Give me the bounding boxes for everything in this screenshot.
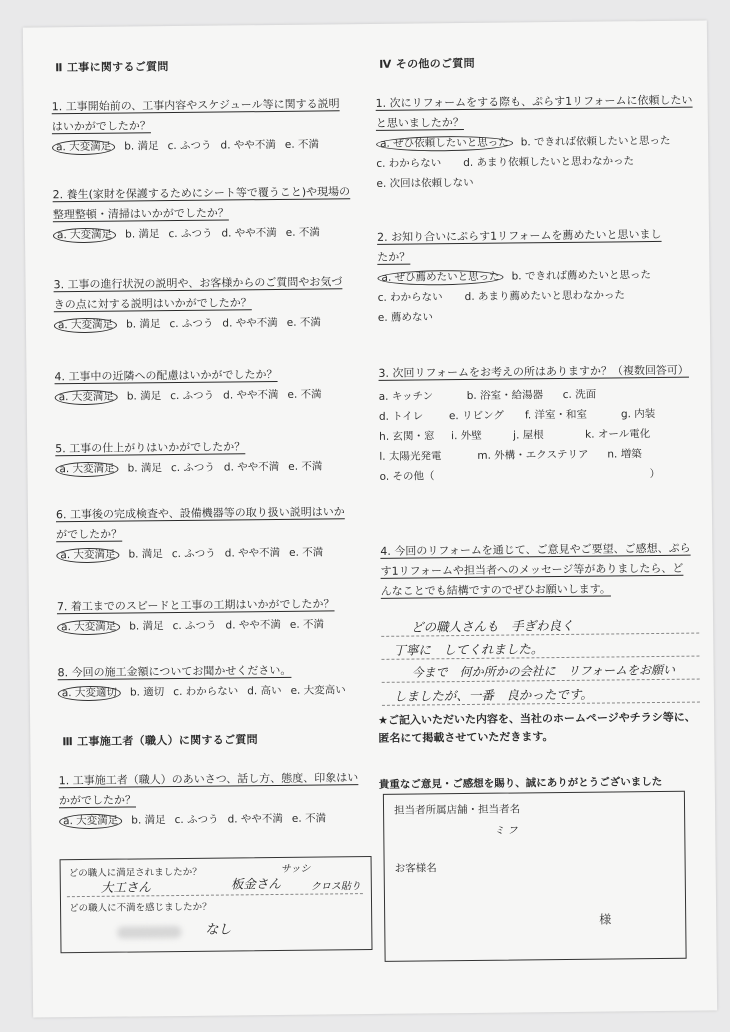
question-worker-1 [59, 768, 359, 831]
question-other-4-line3: んなことでも結構ですのでぜひお願いします。 [380, 582, 611, 598]
option-e[interactable]: e. 不満 [284, 138, 320, 151]
option-d[interactable]: d. やや不満 [227, 812, 283, 826]
question-1-options [52, 134, 340, 157]
option-b[interactable]: b. 浴室・給湯器 [466, 389, 544, 402]
option-b[interactable]: b. 満足 [131, 814, 166, 827]
question-8 [57, 660, 354, 703]
question-worker-1-options [59, 808, 359, 831]
question-1-line1: 1. 工事開始前の、工事内容やスケジュール等に関する説明 [51, 97, 340, 114]
option-e[interactable]: e. 不満 [285, 226, 320, 239]
worker-feedback-box [60, 856, 373, 953]
option-b[interactable]: b. 満足 [124, 140, 159, 153]
option-e[interactable]: e. 不満 [289, 618, 325, 631]
question-4-options [55, 384, 331, 407]
option-d[interactable]: d. やや不満 [221, 226, 277, 240]
dissatisfied-worker-answer: なし [205, 922, 232, 938]
staff-value: ミ フ [494, 825, 518, 837]
question-2-line1: 2. 養生(家財を保護するためにシート等で覆うこと)や現場の [52, 185, 351, 202]
option-e[interactable]: e. リビング [448, 409, 504, 423]
question-7-options [57, 614, 335, 637]
option-b[interactable]: b. 満足 [125, 228, 160, 241]
satisfied-worker-question: どの職人に満足されましたか？ [68, 866, 202, 880]
question-other-4-line1: 4. 今回のリフォームを通じて、ご意見やご要望、ご感想、ぷら [380, 541, 691, 558]
option-c[interactable]: c. わからない [377, 291, 443, 304]
option-a-selected[interactable]: a. ぜひ依頼したいと思った [376, 135, 513, 151]
option-d[interactable]: d. あまり薦めたいと思わなかった [464, 289, 626, 303]
option-h[interactable]: h. 玄関・窓 [379, 430, 435, 443]
question-5 [55, 436, 331, 479]
option-l[interactable]: l. 太陽光発電 [379, 450, 442, 463]
option-c[interactable]: c. わからない [173, 685, 239, 699]
question-worker-1-line2: かがでしたか？ [58, 793, 136, 808]
option-a-selected[interactable]: a. 大変適切 [58, 686, 121, 702]
option-k[interactable]: k. オール電化 [585, 428, 651, 441]
question-other-1-line2: と思いましたか？ [375, 115, 464, 130]
option-o-close: ） [649, 467, 661, 481]
option-b[interactable]: b. 満足 [128, 548, 163, 561]
question-worker-1-line1: 1. 工事施工者（職人）のあいさつ、話し方、態度、印象はい [58, 771, 359, 788]
option-c[interactable]: c. ふつう [174, 813, 219, 827]
comment-text-3: 今まで 何か所かの会社に リフォームをお願い [411, 662, 676, 680]
question-2-options [53, 222, 351, 245]
option-c[interactable]: c. ふつう [169, 317, 214, 331]
left-column [45, 24, 363, 938]
question-other-2 [377, 225, 662, 328]
contact-info-box [383, 791, 687, 962]
question-1-line2: はいかがでしたか？ [51, 119, 151, 134]
option-b[interactable]: b. できれば依頼したいと思った [520, 134, 671, 149]
question-6-line2: がでしたか？ [56, 527, 123, 542]
option-a-selected[interactable]: a. 大変満足 [55, 462, 118, 478]
option-d[interactable]: d. やや不満 [224, 546, 281, 560]
option-a-selected[interactable]: a. 大変満足 [59, 814, 122, 830]
comment-text-4: しましたが、一番 良かったです。 [393, 686, 593, 704]
option-o[interactable]: o. その他（ [379, 470, 435, 483]
satisfied-worker-answer-wallpaper: クロス貼り [310, 881, 361, 893]
question-other-1-line1: 1. 次にリフォームをする際も、ぷらす1リフォームに依頼したい [375, 93, 693, 110]
option-b[interactable]: b. 適切 [129, 686, 165, 699]
option-d[interactable]: d. トイレ [378, 410, 424, 423]
satisfied-worker-answer-sash: サッシ [280, 863, 311, 875]
option-b[interactable]: b. できれば薦めたいと思った [511, 269, 651, 283]
free-comment-area[interactable] [381, 611, 700, 706]
option-d[interactable]: d. やや不満 [223, 460, 280, 474]
staff-label: 担当者所属店舗・担当者名 [393, 803, 521, 817]
option-e[interactable]: e. 大変高い [290, 684, 346, 697]
option-e[interactable]: e. 不満 [291, 812, 327, 825]
option-d[interactable]: d. 高い [247, 684, 282, 698]
option-c[interactable]: c. 洗面 [562, 388, 597, 401]
option-e[interactable]: e. 不満 [287, 388, 322, 401]
question-6-options [56, 542, 345, 565]
section-4-title: Ⅳ その他のご質問 [379, 56, 475, 71]
question-2 [52, 182, 350, 245]
thank-you-message: 貴重なご意見・ご感想を賜り、誠にありがとうございました [378, 775, 663, 791]
redaction-blur [117, 921, 181, 941]
option-d[interactable]: d. やや不満 [222, 316, 278, 330]
question-3-line1: 3. 工事の進行状況の説明や、お客様からのご質問やお気づ [53, 275, 343, 292]
question-6-line1: 6. 工事後の完成検査や、設備機器等の取り扱い説明はいか [55, 505, 345, 522]
question-3-options [54, 312, 343, 335]
option-c[interactable]: c. ふつう [170, 389, 215, 403]
comment-text-1: どの職人さんも 手ぎわ良く [411, 617, 574, 635]
dissatisfied-worker-question: どの職人に不満を感じましたか？ [69, 901, 212, 915]
question-1 [52, 94, 341, 157]
option-j[interactable]: j. 屋根 [513, 429, 544, 442]
option-a-selected[interactable]: a. 大変満足 [52, 140, 115, 156]
comment-line-4 [382, 680, 700, 706]
option-a-selected[interactable]: a. 大変満足 [57, 620, 120, 636]
section-3-title: Ⅲ 工事施工者（職人）に関するご質問 [62, 733, 259, 749]
option-c[interactable]: c. わからない [376, 157, 442, 170]
question-other-3-options [379, 384, 690, 487]
option-e[interactable]: e. 不満 [289, 546, 324, 559]
option-a-selected[interactable]: a. 大変満足 [56, 548, 119, 564]
option-n[interactable]: n. 増築 [607, 448, 642, 461]
comment-text-2: 丁寧に してくれました。 [393, 641, 544, 658]
option-f[interactable]: f. 洋室・和室 [524, 408, 588, 422]
option-c[interactable]: c. ふつう [167, 139, 212, 153]
question-8-line1: 8. 今回の施工金額についてお聞かせください。 [57, 663, 292, 680]
satisfied-worker-answer-carpenter: 大工さん [100, 879, 151, 895]
question-other-2-options [377, 265, 662, 328]
question-5-options [55, 456, 331, 479]
comment-line-2 [381, 634, 699, 660]
question-8-options [58, 680, 355, 703]
option-a-selected[interactable]: a. ぜひ薦めたいと思った [377, 270, 503, 286]
question-4-line1: 4. 工事中の近隣への配慮はいかがでしたか？ [54, 367, 278, 384]
satisfied-worker-answer-sheetmetal: 板金さん [230, 875, 281, 892]
question-3 [53, 272, 342, 335]
option-b[interactable]: b. 満足 [126, 390, 162, 403]
section-2-title: Ⅱ 工事に関するご質問 [55, 60, 169, 75]
question-3-line2: きの点に対する説明はいかがでしたか？ [53, 296, 252, 312]
option-a[interactable]: a. キッチン [378, 390, 434, 403]
question-other-3 [378, 361, 690, 487]
option-d[interactable]: d. やや不満 [223, 388, 279, 402]
option-d[interactable]: d. やや不満 [225, 618, 281, 632]
option-d[interactable]: d. やや不満 [220, 138, 276, 152]
option-b[interactable]: b. 満足 [127, 462, 162, 475]
question-6 [56, 502, 345, 565]
option-b[interactable]: b. 満足 [126, 318, 161, 331]
option-b[interactable]: b. 満足 [129, 620, 164, 633]
right-column [375, 21, 696, 927]
option-a-selected[interactable]: a. 大変満足 [54, 318, 117, 334]
option-m[interactable]: m. 外構・エクステリア [477, 448, 589, 462]
option-g[interactable]: g. 内装 [620, 408, 656, 421]
question-4 [54, 364, 330, 407]
option-a-selected[interactable]: a. 大変満足 [55, 390, 118, 406]
option-i[interactable]: i. 外壁 [451, 429, 482, 443]
option-d[interactable]: d. あまり依頼したいと思わなかった [463, 155, 635, 170]
question-other-2-line2: たか？ [377, 250, 411, 264]
question-7 [57, 594, 335, 637]
comment-line-1 [381, 611, 699, 637]
question-7-line1: 7. 着工までのスピードと工事の工期はいかがでしたか？ [56, 597, 335, 614]
option-e[interactable]: e. 薦めない [377, 311, 434, 324]
publication-notice: ★ご記入いただいた内容を、当社のホームページやチラシ等に、匿名にて掲載させていただきます。 [378, 710, 696, 745]
option-e[interactable]: e. 不満 [288, 460, 323, 473]
question-other-1-options [376, 131, 694, 194]
question-5-line1: 5. 工事の仕上がりはいかがでしたか？ [55, 440, 246, 456]
question-2-line2: 整理整頓・清掃はいかがでしたか？ [52, 206, 229, 222]
question-other-4 [380, 539, 691, 602]
option-c[interactable]: c. ふつう [170, 461, 215, 475]
option-e[interactable]: e. 不満 [286, 316, 321, 329]
customer-label: お客様名 [394, 862, 437, 875]
question-other-3-line1: 3. 次回リフォームをお考えの所はありますか？（複数回答可） [378, 363, 689, 380]
comment-line-3 [381, 657, 699, 683]
question-other-2-line1: 2. お知り合いにぷらす1リフォームを薦めたいと思いまし [376, 227, 662, 244]
option-c[interactable]: c. ふつう [172, 619, 217, 633]
option-e[interactable]: e. 次回は依頼しない [376, 176, 474, 190]
option-c[interactable]: c. ふつう [168, 227, 213, 241]
option-a-selected[interactable]: a. 大変満足 [53, 228, 116, 244]
option-c[interactable]: c. ふつう [171, 547, 216, 561]
survey-sheet [23, 20, 717, 1017]
question-other-1 [376, 91, 694, 194]
customer-suffix: 様 [599, 912, 612, 927]
question-other-4-line2: す1リフォームや担当者へのメッセージ等がありましたら、ど [380, 561, 684, 578]
